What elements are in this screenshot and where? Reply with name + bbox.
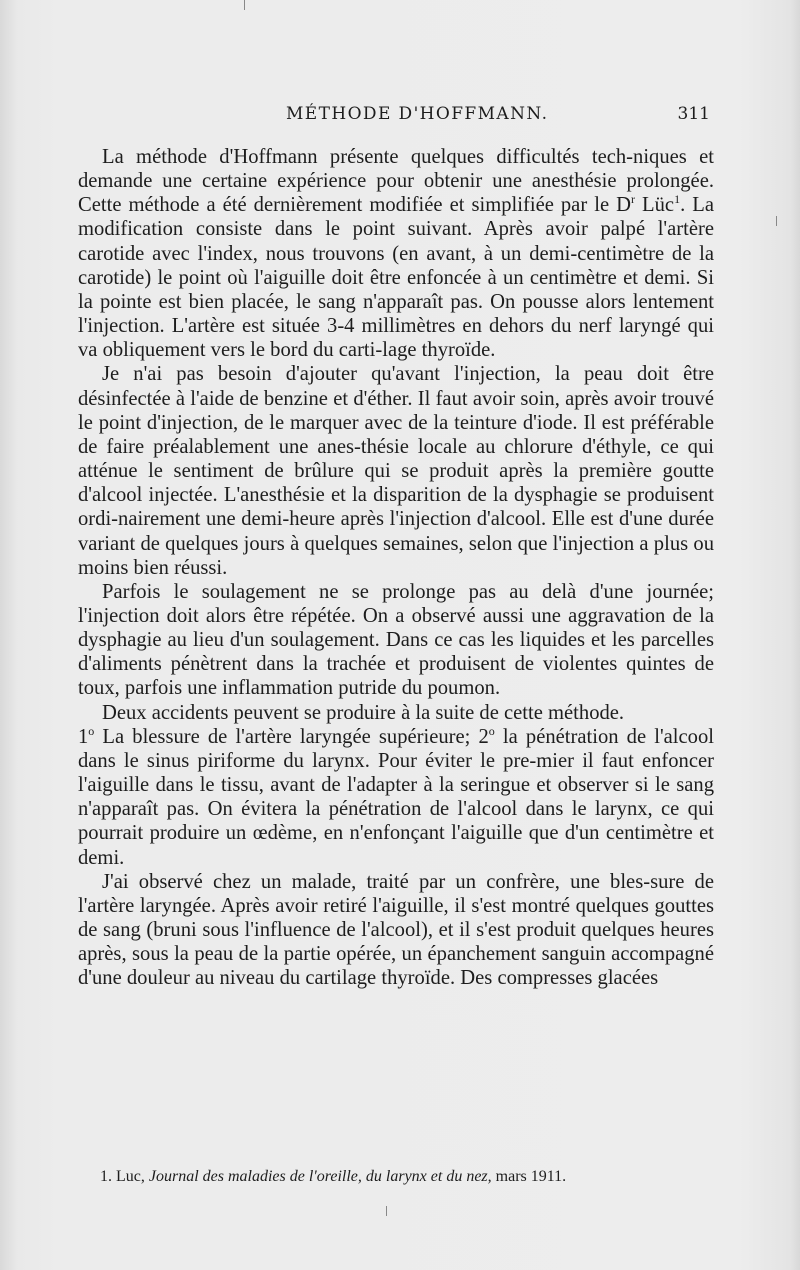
paragraph-1-text-c: . La modification consiste dans le point suivant. Après avoir palpé l'artère carotide avec l'index, nous trouvons (en avant, à un demi-centimètre de la carotide) le point où l'aiguille doit être enfoncée à un centimètre et demi. Si la pointe est bien placée, le sang n'apparaît pas. On pousse alors lentement l'injection. L'artère est située 3-4 millimètres en dehors du nerf laryngé qui va obliquement vers le bord du carti-lage thyroïde. [78, 194, 714, 362]
scan-mark [244, 0, 245, 10]
running-title: MÉTHODE D'HOFFMANN. [286, 104, 549, 124]
footnote-date: mars 1911. [495, 1168, 567, 1185]
scan-mark [386, 1206, 387, 1216]
running-head [78, 104, 712, 130]
paragraph-1-text-b: Lüc [635, 194, 675, 217]
paragraph-5-text-b: La blessure de l'artère laryngée supérieure; 2 [94, 725, 489, 748]
paragraph-1-text-a: La méthode d'Hoffmann présente quelques difficultés tech-niques et demande une certaine expérience pour obtenir une anesthésie prolongée. Cette méthode a été dernièrement modifiée et simplifiée par le D [78, 146, 714, 217]
paragraph-5 [78, 725, 714, 870]
paragraph-4: Deux accidents peuvent se produire à la suite de cette méthode. [102, 701, 625, 724]
paragraph-5-text-a: 1 [78, 725, 89, 748]
superscript-degree-1: o [88, 723, 95, 738]
body-text [78, 145, 714, 990]
footnote-ref: 1 [674, 192, 681, 207]
scan-mark [776, 216, 777, 226]
superscript-degree-2: o [488, 723, 495, 738]
page-number: 311 [677, 104, 710, 124]
paragraph-1 [78, 145, 714, 362]
superscript-r: r [631, 192, 636, 207]
paragraph-3: Parfois le soulagement ne se prolonge pas au delà d'une journée; l'injection doit alors être répétée. On a observé aussi une aggravation de la dysphagie au lieu d'un soulagement. Dans ce cas les liquides et les parcelles d'aliments pénètrent dans la trachée et produisent de violentes quintes de toux, parfois une inflammation putride du poumon. [78, 580, 714, 700]
footnote-author: Luc, [116, 1168, 145, 1185]
paragraph-5-text-c: la pénétration de l'alcool dans le sinus piriforme du larynx. Pour éviter le pre-mier il faut enfoncer l'aiguille dans le tissu, avant de l'adapter à la seringue et observer si le sang n'apparaît pas. On évitera la pénétration de l'alcool dans le larynx, ce qui pourrait produire un œdème, en n'enfonçant l'aiguille que d'un centimètre et demi. [78, 725, 714, 869]
paragraph-6: J'ai observé chez un malade, traité par un confrère, une bles-sure de l'artère laryngée. Après avoir retiré l'aiguille, il s'est montré quelques gouttes de sang (bruni sous l'influence de l'alcool), et il s'est produit quelques heures après, sous la peau de la partie opérée, un épanchement sanguin accompagné d'une douleur au niveau du cartilage thyroïde. Des compresses glacées [78, 870, 714, 990]
footnote-number: 1. [100, 1168, 112, 1185]
footnote-journal: Journal des maladies de l'oreille, du larynx et du nez, [148, 1168, 492, 1185]
paragraph-2: Je n'ai pas besoin d'ajouter qu'avant l'injection, la peau doit être désinfectée à l'aide de benzine et d'éther. Il faut avoir soin, après avoir trouvé le point d'injection, de le marquer avec de la teinture d'iode. Il est préférable de faire préalablement une anes-thésie locale au chlorure d'éthyle, ce qui atténue le sentiment de brûlure qui se produit après la première goutte d'alcool injectée. L'anesthésie et la disparition de la dysphagie se produisent ordi-nairement une demi-heure après l'injection d'alcool. Elle est d'une durée variant de quelques jours à quelques semaines, selon que l'injection a plus ou moins bien réussi. [78, 363, 714, 579]
footnote [100, 1167, 714, 1187]
